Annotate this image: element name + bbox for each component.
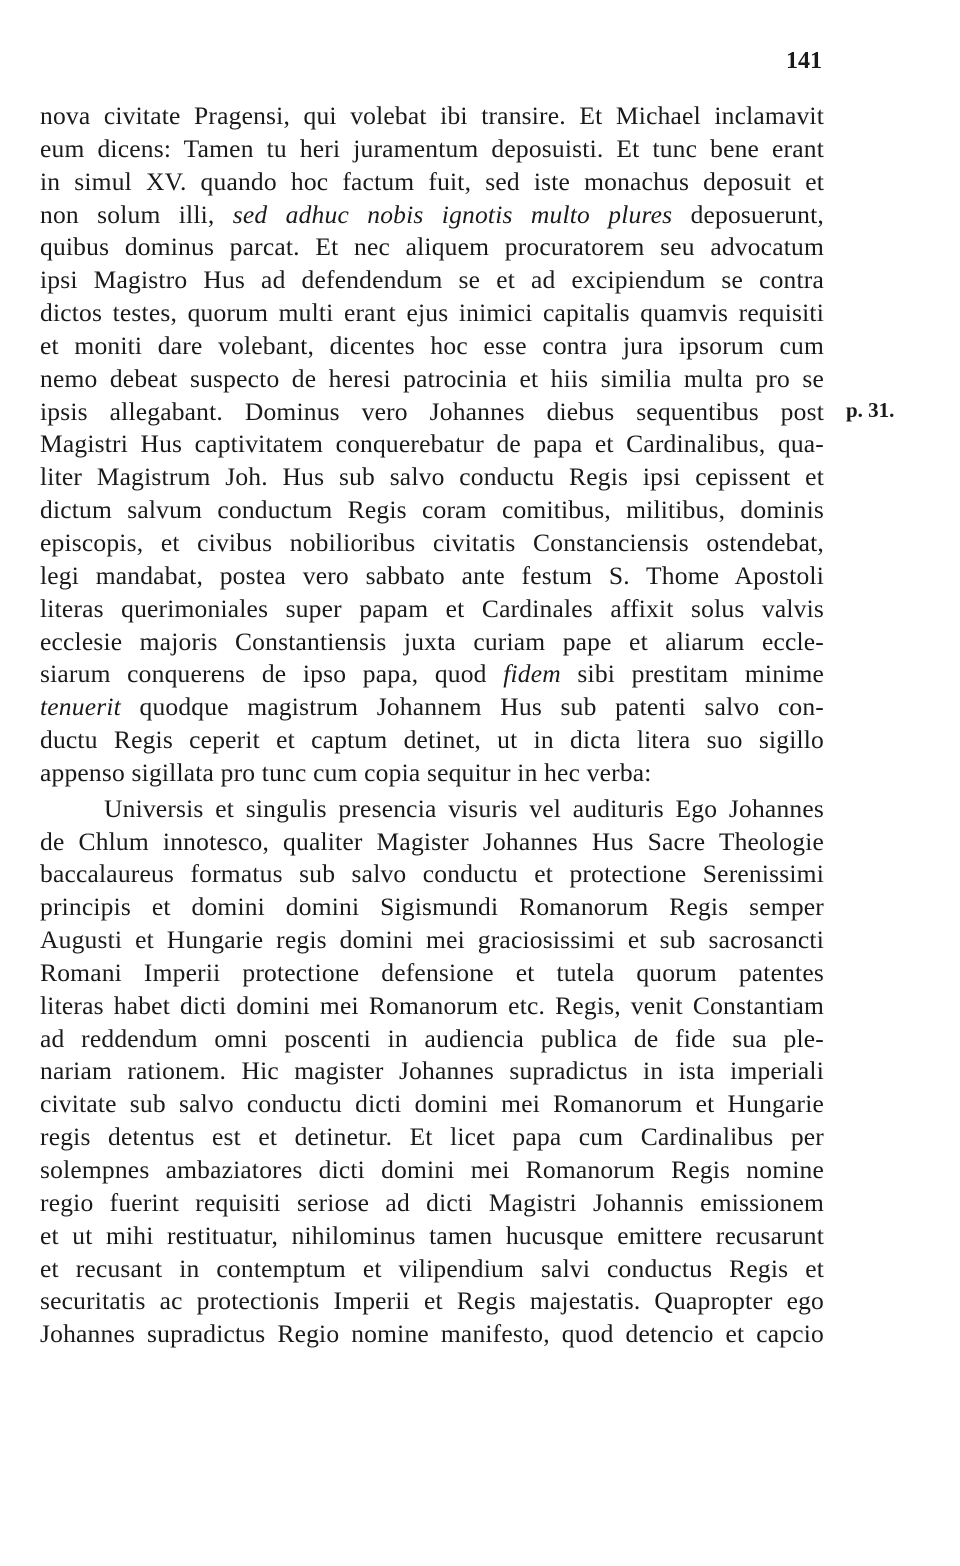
- italic-text-run: tenuerit: [40, 692, 121, 722]
- italic-text-run: sed adhuc nobis ignotis multo plures: [232, 199, 673, 229]
- text-run: deposuerunt,: [672, 199, 824, 229]
- text-line: regio fuerint requisiti seriose ad dicti Magistri Johannis emissionem: [40, 1187, 824, 1217]
- text-run: sibi prestitam minime: [560, 659, 824, 689]
- text-line: et ut mihi restituatur, nihilominus tamen hucusque emittere recusarunt: [40, 1220, 824, 1250]
- page-number: 141: [786, 48, 822, 74]
- text-line: quibus dominus parcat. Et nec aliquem procuratorem seu advocatum: [40, 232, 824, 262]
- text-line: ipsis allegabant. Dominus vero Johannes diebus sequentibus post: [40, 396, 824, 426]
- text-line: solempnes ambaziatores dicti domini mei Romanorum Regis nomine: [40, 1155, 824, 1184]
- text-line: literas habet dicti domini mei Romanorum etc. Regis, venit Constantiam: [40, 990, 824, 1020]
- text-line: nariam rationem. Hic magister Johannes supradictus in ista imperiali: [40, 1056, 824, 1086]
- text-line: legi mandabat, postea vero sabbato ante festum S. Thome Apostoli: [40, 560, 824, 590]
- text-line: securitatis ac protectionis Imperii et Regis majestatis. Quapropter ego: [40, 1286, 824, 1316]
- text-line: literas querimoniales super papam et Cardinales affixit solus valvis: [40, 593, 824, 623]
- text-line: liter Magistrum Joh. Hus sub salvo conductu Regis ipsi cepissent et: [40, 462, 824, 492]
- text-line: nemo debeat suspecto de heresi patrocinia et hiis similia multa pro se: [40, 363, 824, 393]
- text-line: dictos testes, quorum multi erant ejus inimici capitalis quamvis requisiti: [40, 298, 824, 328]
- text-line: ductu Regis ceperit et captum detinet, ut in dicta litera suo sigillo: [40, 725, 824, 755]
- text-line: Johannes supradictus Regio nomine manifesto, quod detencio et capcio: [40, 1319, 824, 1349]
- text-line: ecclesie majoris Constantiensis juxta curiam pape et aliarum eccle-: [40, 626, 824, 656]
- text-run: non solum illi,: [40, 199, 233, 229]
- text-line: episcopis, et civibus nobilioribus civitatis Constanciensis ostendebat,: [40, 527, 824, 557]
- text-line: ad reddendum omni poscenti in audiencia publica de fide sua ple-: [40, 1023, 824, 1053]
- text-line: [40, 658, 824, 691]
- text-line: Universis et singulis presencia visuris vel audituris Ego Johannes: [104, 793, 824, 823]
- text-line: baccalaureus formatus sub salvo conductu et protectione Serenissimi: [40, 859, 824, 889]
- text-line: civitate sub salvo conductu dicti domini mei Romanorum et Hungarie: [40, 1089, 824, 1119]
- text-line: appenso sigillata pro tunc cum copia sequitur in hec verba:: [40, 757, 652, 787]
- text-line: ipsi Magistro Hus ad defendendum se et ad excipiendum se contra: [40, 265, 824, 295]
- text-line: et recusant in contemptum et vilipendium salvi conductus Regis et: [40, 1253, 824, 1283]
- margin-page-reference: p. 31.: [846, 398, 895, 422]
- text-line: et moniti dare volebant, dicentes hoc esse contra jura ipsorum cum: [40, 330, 824, 360]
- text-line: nova civitate Pragensi, qui volebat ibi transire. Et Michael inclamavit: [40, 101, 824, 130]
- page-body: [40, 100, 824, 1351]
- italic-text-run: fidem: [503, 659, 561, 689]
- text-line: eum dicens: Tamen tu heri juramentum deposuisti. Et tunc bene erant: [40, 133, 824, 163]
- text-line: [40, 691, 824, 724]
- text-run: quodque magistrum Johannem Hus sub patenti salvo con-: [120, 692, 824, 722]
- text-line: dictum salvum conductum Regis coram comitibus, militibus, dominis: [40, 495, 824, 525]
- text-line: in simul XV. quando hoc factum fuit, sed iste monachus deposuit et: [40, 166, 824, 196]
- text-run: siarum conquerens de ipso papa, quod: [40, 659, 504, 689]
- text-line: Augusti et Hungarie regis domini mei graciosissimi et sub sacrosancti: [40, 925, 824, 955]
- text-line: de Chlum innotesco, qualiter Magister Johannes Hus Sacre Theologie: [40, 826, 824, 856]
- text-line: regis detentus est et detinetur. Et licet papa cum Cardinalibus per: [40, 1122, 824, 1152]
- text-line: Magistri Hus captivitatem conquerebatur de papa et Cardinalibus, qua-: [40, 429, 824, 459]
- text-line: Romani Imperii protectione defensione et tutela quorum patentes: [40, 957, 824, 987]
- text-line: [40, 199, 824, 232]
- text-line: principis et domini domini Sigismundi Romanorum Regis semper: [40, 892, 824, 922]
